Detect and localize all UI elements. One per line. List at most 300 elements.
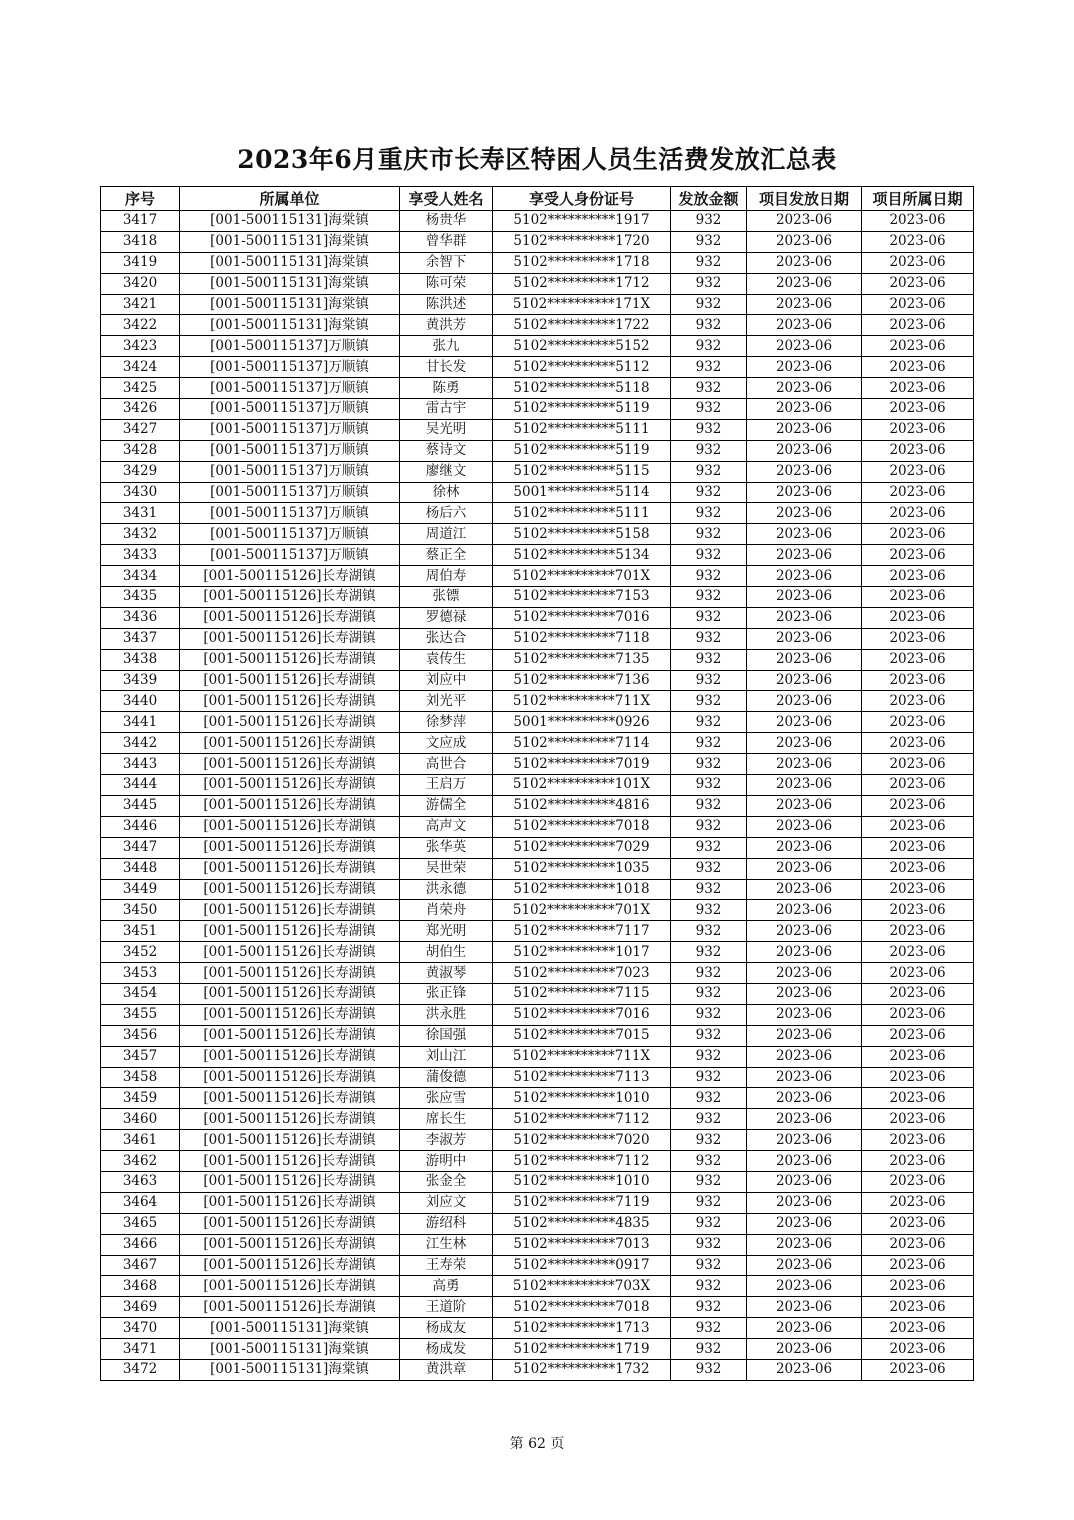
table-row <box>101 1151 974 1172</box>
cell-period-date: 2023-06 <box>862 816 974 837</box>
cell-serial-no: 3428 <box>101 440 180 461</box>
cell-recipient-name: 周伯寿 <box>400 566 493 587</box>
table-row <box>101 649 974 670</box>
cell-unit: [001-500115137]万顺镇 <box>180 419 400 440</box>
cell-recipient-name: 江生林 <box>400 1234 493 1255</box>
cell-amount: 932 <box>671 545 747 566</box>
cell-id-number: 5102**********7029 <box>493 837 671 858</box>
cell-issue-date: 2023-06 <box>747 795 862 816</box>
cell-recipient-name: 王启万 <box>400 775 493 796</box>
cell-recipient-name: 周道江 <box>400 524 493 545</box>
cell-amount: 932 <box>671 983 747 1004</box>
cell-period-date: 2023-06 <box>862 399 974 420</box>
cell-serial-no: 3471 <box>101 1339 180 1360</box>
cell-period-date: 2023-06 <box>862 649 974 670</box>
table-row <box>101 211 974 232</box>
cell-serial-no: 3459 <box>101 1088 180 1109</box>
cell-amount: 932 <box>671 1088 747 1109</box>
cell-serial-no: 3442 <box>101 733 180 754</box>
cell-amount: 932 <box>671 900 747 921</box>
table-row <box>101 1171 974 1192</box>
cell-serial-no: 3441 <box>101 712 180 733</box>
cell-id-number: 5102**********1718 <box>493 252 671 273</box>
cell-amount: 932 <box>671 1004 747 1025</box>
cell-recipient-name: 徐国强 <box>400 1025 493 1046</box>
cell-serial-no: 3430 <box>101 482 180 503</box>
cell-serial-no: 3426 <box>101 399 180 420</box>
table-row <box>101 315 974 336</box>
cell-serial-no: 3462 <box>101 1151 180 1172</box>
payment-summary-table <box>100 186 974 1381</box>
cell-unit: [001-500115126]长寿湖镇 <box>180 1192 400 1213</box>
cell-id-number: 5102**********7023 <box>493 963 671 984</box>
cell-recipient-name: 蔡正全 <box>400 545 493 566</box>
cell-amount: 932 <box>671 1297 747 1318</box>
cell-recipient-name: 蔡诗文 <box>400 440 493 461</box>
table-row <box>101 942 974 963</box>
cell-unit: [001-500115137]万顺镇 <box>180 545 400 566</box>
cell-period-date: 2023-06 <box>862 900 974 921</box>
cell-id-number: 5102**********1017 <box>493 942 671 963</box>
table-row <box>101 524 974 545</box>
table-row <box>101 963 974 984</box>
page-number: 第 62 页 <box>509 1436 565 1452</box>
cell-serial-no: 3470 <box>101 1318 180 1339</box>
cell-serial-no: 3457 <box>101 1046 180 1067</box>
cell-unit: [001-500115126]长寿湖镇 <box>180 1004 400 1025</box>
cell-id-number: 5102**********5112 <box>493 357 671 378</box>
cell-issue-date: 2023-06 <box>747 1234 862 1255</box>
cell-period-date: 2023-06 <box>862 1151 974 1172</box>
cell-unit: [001-500115126]长寿湖镇 <box>180 1025 400 1046</box>
cell-serial-no: 3463 <box>101 1171 180 1192</box>
cell-id-number: 5102**********1713 <box>493 1318 671 1339</box>
cell-unit: [001-500115137]万顺镇 <box>180 482 400 503</box>
cell-id-number: 5102**********7114 <box>493 733 671 754</box>
cell-unit: [001-500115131]海棠镇 <box>180 211 400 232</box>
cell-amount: 932 <box>671 1192 747 1213</box>
cell-amount: 932 <box>671 879 747 900</box>
cell-recipient-name: 王寿荣 <box>400 1255 493 1276</box>
cell-issue-date: 2023-06 <box>747 921 862 942</box>
cell-issue-date: 2023-06 <box>747 858 862 879</box>
cell-period-date: 2023-06 <box>862 1255 974 1276</box>
header-unit: 所属单位 <box>180 187 400 211</box>
cell-unit: [001-500115126]长寿湖镇 <box>180 712 400 733</box>
cell-serial-no: 3418 <box>101 231 180 252</box>
cell-recipient-name: 陈勇 <box>400 378 493 399</box>
table-row <box>101 461 974 482</box>
cell-id-number: 5102**********1732 <box>493 1359 671 1380</box>
table-row <box>101 837 974 858</box>
cell-unit: [001-500115137]万顺镇 <box>180 524 400 545</box>
table-row <box>101 921 974 942</box>
cell-period-date: 2023-06 <box>862 712 974 733</box>
cell-period-date: 2023-06 <box>862 607 974 628</box>
cell-period-date: 2023-06 <box>862 628 974 649</box>
cell-serial-no: 3453 <box>101 963 180 984</box>
cell-serial-no: 3440 <box>101 691 180 712</box>
cell-period-date: 2023-06 <box>862 858 974 879</box>
cell-serial-no: 3422 <box>101 315 180 336</box>
cell-id-number: 5102**********701X <box>493 566 671 587</box>
cell-amount: 932 <box>671 587 747 608</box>
cell-recipient-name: 张正锋 <box>400 983 493 1004</box>
cell-serial-no: 3450 <box>101 900 180 921</box>
table-row <box>101 1046 974 1067</box>
cell-period-date: 2023-06 <box>862 1130 974 1151</box>
cell-amount: 932 <box>671 858 747 879</box>
table-row <box>101 545 974 566</box>
table-row <box>101 378 974 399</box>
cell-id-number: 5102**********7136 <box>493 670 671 691</box>
cell-issue-date: 2023-06 <box>747 733 862 754</box>
cell-period-date: 2023-06 <box>862 1359 974 1380</box>
table-row <box>101 1339 974 1360</box>
cell-id-number: 5102**********1010 <box>493 1088 671 1109</box>
cell-serial-no: 3454 <box>101 983 180 1004</box>
cell-period-date: 2023-06 <box>862 524 974 545</box>
cell-id-number: 5102**********1010 <box>493 1171 671 1192</box>
cell-unit: [001-500115126]长寿湖镇 <box>180 587 400 608</box>
cell-amount: 932 <box>671 733 747 754</box>
cell-serial-no: 3429 <box>101 461 180 482</box>
table-row <box>101 691 974 712</box>
cell-amount: 932 <box>671 754 747 775</box>
cell-period-date: 2023-06 <box>862 1276 974 1297</box>
table-row <box>101 1192 974 1213</box>
cell-issue-date: 2023-06 <box>747 1088 862 1109</box>
cell-issue-date: 2023-06 <box>747 1255 862 1276</box>
cell-recipient-name: 陈洪述 <box>400 294 493 315</box>
cell-serial-no: 3455 <box>101 1004 180 1025</box>
cell-issue-date: 2023-06 <box>747 900 862 921</box>
cell-issue-date: 2023-06 <box>747 628 862 649</box>
cell-unit: [001-500115131]海棠镇 <box>180 1359 400 1380</box>
cell-period-date: 2023-06 <box>862 1171 974 1192</box>
cell-recipient-name: 甘长发 <box>400 357 493 378</box>
cell-period-date: 2023-06 <box>862 837 974 858</box>
cell-issue-date: 2023-06 <box>747 336 862 357</box>
cell-recipient-name: 刘应文 <box>400 1192 493 1213</box>
cell-serial-no: 3461 <box>101 1130 180 1151</box>
cell-amount: 932 <box>671 231 747 252</box>
cell-id-number: 5102**********7019 <box>493 754 671 775</box>
cell-amount: 932 <box>671 336 747 357</box>
cell-amount: 932 <box>671 1067 747 1088</box>
cell-amount: 932 <box>671 252 747 273</box>
cell-amount: 932 <box>671 440 747 461</box>
cell-issue-date: 2023-06 <box>747 357 862 378</box>
cell-unit: [001-500115126]长寿湖镇 <box>180 795 400 816</box>
cell-period-date: 2023-06 <box>862 336 974 357</box>
cell-issue-date: 2023-06 <box>747 1297 862 1318</box>
cell-recipient-name: 杨成友 <box>400 1318 493 1339</box>
cell-serial-no: 3421 <box>101 294 180 315</box>
cell-issue-date: 2023-06 <box>747 294 862 315</box>
cell-amount: 932 <box>671 963 747 984</box>
cell-id-number: 5102**********1719 <box>493 1339 671 1360</box>
cell-amount: 932 <box>671 1318 747 1339</box>
header-period-date: 项目所属日期 <box>862 187 974 211</box>
cell-id-number: 5001**********0926 <box>493 712 671 733</box>
cell-unit: [001-500115126]长寿湖镇 <box>180 607 400 628</box>
table-row <box>101 816 974 837</box>
cell-unit: [001-500115126]长寿湖镇 <box>180 691 400 712</box>
cell-amount: 932 <box>671 1255 747 1276</box>
cell-recipient-name: 刘山江 <box>400 1046 493 1067</box>
cell-issue-date: 2023-06 <box>747 482 862 503</box>
cell-serial-no: 3456 <box>101 1025 180 1046</box>
cell-serial-no: 3472 <box>101 1359 180 1380</box>
cell-id-number: 5102**********5152 <box>493 336 671 357</box>
cell-period-date: 2023-06 <box>862 273 974 294</box>
cell-issue-date: 2023-06 <box>747 1171 862 1192</box>
cell-serial-no: 3423 <box>101 336 180 357</box>
cell-period-date: 2023-06 <box>862 378 974 399</box>
cell-id-number: 5102**********7135 <box>493 649 671 670</box>
cell-issue-date: 2023-06 <box>747 1046 862 1067</box>
cell-recipient-name: 黄淑琴 <box>400 963 493 984</box>
cell-amount: 932 <box>671 837 747 858</box>
cell-recipient-name: 杨成发 <box>400 1339 493 1360</box>
cell-period-date: 2023-06 <box>862 231 974 252</box>
cell-amount: 932 <box>671 461 747 482</box>
cell-issue-date: 2023-06 <box>747 545 862 566</box>
cell-issue-date: 2023-06 <box>747 879 862 900</box>
cell-unit: [001-500115126]长寿湖镇 <box>180 1213 400 1234</box>
cell-unit: [001-500115137]万顺镇 <box>180 440 400 461</box>
cell-issue-date: 2023-06 <box>747 1109 862 1130</box>
table-row <box>101 1025 974 1046</box>
cell-recipient-name: 吴光明 <box>400 419 493 440</box>
cell-id-number: 5102**********7016 <box>493 607 671 628</box>
cell-serial-no: 3452 <box>101 942 180 963</box>
table-row <box>101 1067 974 1088</box>
table-row <box>101 1255 974 1276</box>
cell-id-number: 5102**********7115 <box>493 983 671 1004</box>
cell-period-date: 2023-06 <box>862 795 974 816</box>
cell-issue-date: 2023-06 <box>747 754 862 775</box>
cell-serial-no: 3460 <box>101 1109 180 1130</box>
cell-period-date: 2023-06 <box>862 775 974 796</box>
cell-recipient-name: 廖继文 <box>400 461 493 482</box>
cell-issue-date: 2023-06 <box>747 252 862 273</box>
cell-amount: 932 <box>671 816 747 837</box>
cell-serial-no: 3464 <box>101 1192 180 1213</box>
cell-recipient-name: 游明中 <box>400 1151 493 1172</box>
cell-serial-no: 3431 <box>101 503 180 524</box>
cell-period-date: 2023-06 <box>862 754 974 775</box>
cell-unit: [001-500115126]长寿湖镇 <box>180 649 400 670</box>
cell-issue-date: 2023-06 <box>747 378 862 399</box>
cell-serial-no: 3467 <box>101 1255 180 1276</box>
cell-amount: 932 <box>671 1025 747 1046</box>
cell-recipient-name: 刘光平 <box>400 691 493 712</box>
cell-unit: [001-500115126]长寿湖镇 <box>180 566 400 587</box>
cell-recipient-name: 袁传生 <box>400 649 493 670</box>
cell-id-number: 5102**********4816 <box>493 795 671 816</box>
cell-period-date: 2023-06 <box>862 1109 974 1130</box>
cell-period-date: 2023-06 <box>862 1297 974 1318</box>
cell-recipient-name: 张华英 <box>400 837 493 858</box>
cell-unit: [001-500115126]长寿湖镇 <box>180 1297 400 1318</box>
table-row <box>101 1088 974 1109</box>
cell-issue-date: 2023-06 <box>747 315 862 336</box>
cell-id-number: 5102**********1712 <box>493 273 671 294</box>
table-row <box>101 1297 974 1318</box>
header-id-number: 享受人身份证号 <box>493 187 671 211</box>
cell-id-number: 5102**********7119 <box>493 1192 671 1213</box>
cell-serial-no: 3465 <box>101 1213 180 1234</box>
cell-serial-no: 3447 <box>101 837 180 858</box>
cell-unit: [001-500115131]海棠镇 <box>180 231 400 252</box>
cell-id-number: 5102**********7020 <box>493 1130 671 1151</box>
table-row <box>101 607 974 628</box>
cell-amount: 932 <box>671 503 747 524</box>
cell-id-number: 5102**********171X <box>493 294 671 315</box>
cell-period-date: 2023-06 <box>862 670 974 691</box>
cell-issue-date: 2023-06 <box>747 231 862 252</box>
table-body <box>101 211 974 1381</box>
cell-period-date: 2023-06 <box>862 461 974 482</box>
cell-amount: 932 <box>671 273 747 294</box>
cell-recipient-name: 刘应中 <box>400 670 493 691</box>
cell-recipient-name: 张应雪 <box>400 1088 493 1109</box>
cell-id-number: 5102**********7018 <box>493 1297 671 1318</box>
cell-period-date: 2023-06 <box>862 921 974 942</box>
cell-recipient-name: 杨后六 <box>400 503 493 524</box>
cell-unit: [001-500115131]海棠镇 <box>180 273 400 294</box>
table-row <box>101 775 974 796</box>
table-row <box>101 1004 974 1025</box>
cell-issue-date: 2023-06 <box>747 1359 862 1380</box>
table-row <box>101 357 974 378</box>
cell-unit: [001-500115126]长寿湖镇 <box>180 837 400 858</box>
cell-issue-date: 2023-06 <box>747 712 862 733</box>
cell-amount: 932 <box>671 1339 747 1360</box>
cell-amount: 932 <box>671 211 747 232</box>
cell-period-date: 2023-06 <box>862 315 974 336</box>
cell-issue-date: 2023-06 <box>747 273 862 294</box>
cell-recipient-name: 胡伯生 <box>400 942 493 963</box>
cell-recipient-name: 张金全 <box>400 1171 493 1192</box>
cell-id-number: 5102**********5118 <box>493 378 671 399</box>
cell-period-date: 2023-06 <box>862 963 974 984</box>
table-row <box>101 1276 974 1297</box>
cell-period-date: 2023-06 <box>862 357 974 378</box>
cell-unit: [001-500115126]长寿湖镇 <box>180 754 400 775</box>
cell-amount: 932 <box>671 649 747 670</box>
cell-period-date: 2023-06 <box>862 587 974 608</box>
table-row <box>101 1234 974 1255</box>
cell-id-number: 5102**********701X <box>493 900 671 921</box>
cell-period-date: 2023-06 <box>862 294 974 315</box>
cell-unit: [001-500115137]万顺镇 <box>180 461 400 482</box>
cell-issue-date: 2023-06 <box>747 399 862 420</box>
cell-id-number: 5102**********703X <box>493 1276 671 1297</box>
cell-unit: [001-500115131]海棠镇 <box>180 1318 400 1339</box>
table-row <box>101 294 974 315</box>
cell-serial-no: 3419 <box>101 252 180 273</box>
table-row <box>101 399 974 420</box>
table-row <box>101 1213 974 1234</box>
cell-recipient-name: 张镖 <box>400 587 493 608</box>
cell-serial-no: 3446 <box>101 816 180 837</box>
cell-amount: 932 <box>671 482 747 503</box>
cell-period-date: 2023-06 <box>862 503 974 524</box>
cell-unit: [001-500115126]长寿湖镇 <box>180 900 400 921</box>
cell-amount: 932 <box>671 691 747 712</box>
cell-recipient-name: 余智下 <box>400 252 493 273</box>
cell-recipient-name: 王道阶 <box>400 1297 493 1318</box>
cell-unit: [001-500115126]长寿湖镇 <box>180 1130 400 1151</box>
cell-recipient-name: 黄洪章 <box>400 1359 493 1380</box>
cell-recipient-name: 洪永胜 <box>400 1004 493 1025</box>
cell-recipient-name: 徐林 <box>400 482 493 503</box>
table-row <box>101 231 974 252</box>
cell-issue-date: 2023-06 <box>747 1318 862 1339</box>
cell-id-number: 5102**********7117 <box>493 921 671 942</box>
cell-period-date: 2023-06 <box>862 440 974 461</box>
cell-serial-no: 3437 <box>101 628 180 649</box>
cell-id-number: 5102**********7118 <box>493 628 671 649</box>
cell-amount: 932 <box>671 1109 747 1130</box>
cell-unit: [001-500115131]海棠镇 <box>180 1339 400 1360</box>
cell-id-number: 5102**********5119 <box>493 399 671 420</box>
cell-amount: 932 <box>671 607 747 628</box>
cell-amount: 932 <box>671 378 747 399</box>
cell-unit: [001-500115126]长寿湖镇 <box>180 816 400 837</box>
cell-amount: 932 <box>671 399 747 420</box>
cell-issue-date: 2023-06 <box>747 419 862 440</box>
table-row <box>101 712 974 733</box>
cell-unit: [001-500115126]长寿湖镇 <box>180 858 400 879</box>
cell-period-date: 2023-06 <box>862 1192 974 1213</box>
cell-issue-date: 2023-06 <box>747 1339 862 1360</box>
cell-recipient-name: 杨贵华 <box>400 211 493 232</box>
cell-unit: [001-500115126]长寿湖镇 <box>180 733 400 754</box>
cell-issue-date: 2023-06 <box>747 816 862 837</box>
cell-recipient-name: 席长生 <box>400 1109 493 1130</box>
cell-issue-date: 2023-06 <box>747 1151 862 1172</box>
table-row <box>101 419 974 440</box>
table-row <box>101 566 974 587</box>
cell-unit: [001-500115137]万顺镇 <box>180 357 400 378</box>
cell-id-number: 5102**********7113 <box>493 1067 671 1088</box>
cell-id-number: 5102**********7018 <box>493 816 671 837</box>
cell-serial-no: 3444 <box>101 775 180 796</box>
cell-unit: [001-500115126]长寿湖镇 <box>180 983 400 1004</box>
cell-issue-date: 2023-06 <box>747 942 862 963</box>
cell-period-date: 2023-06 <box>862 545 974 566</box>
cell-id-number: 5102**********1018 <box>493 879 671 900</box>
table-row <box>101 983 974 1004</box>
cell-period-date: 2023-06 <box>862 1318 974 1339</box>
cell-recipient-name: 郑光明 <box>400 921 493 942</box>
cell-id-number: 5102**********5158 <box>493 524 671 545</box>
cell-amount: 932 <box>671 921 747 942</box>
cell-amount: 932 <box>671 315 747 336</box>
cell-id-number: 5102**********7013 <box>493 1234 671 1255</box>
cell-period-date: 2023-06 <box>862 942 974 963</box>
cell-period-date: 2023-06 <box>862 1088 974 1109</box>
cell-id-number: 5102**********5111 <box>493 419 671 440</box>
cell-unit: [001-500115126]长寿湖镇 <box>180 775 400 796</box>
cell-unit: [001-500115131]海棠镇 <box>180 252 400 273</box>
cell-period-date: 2023-06 <box>862 879 974 900</box>
cell-recipient-name: 曾华群 <box>400 231 493 252</box>
